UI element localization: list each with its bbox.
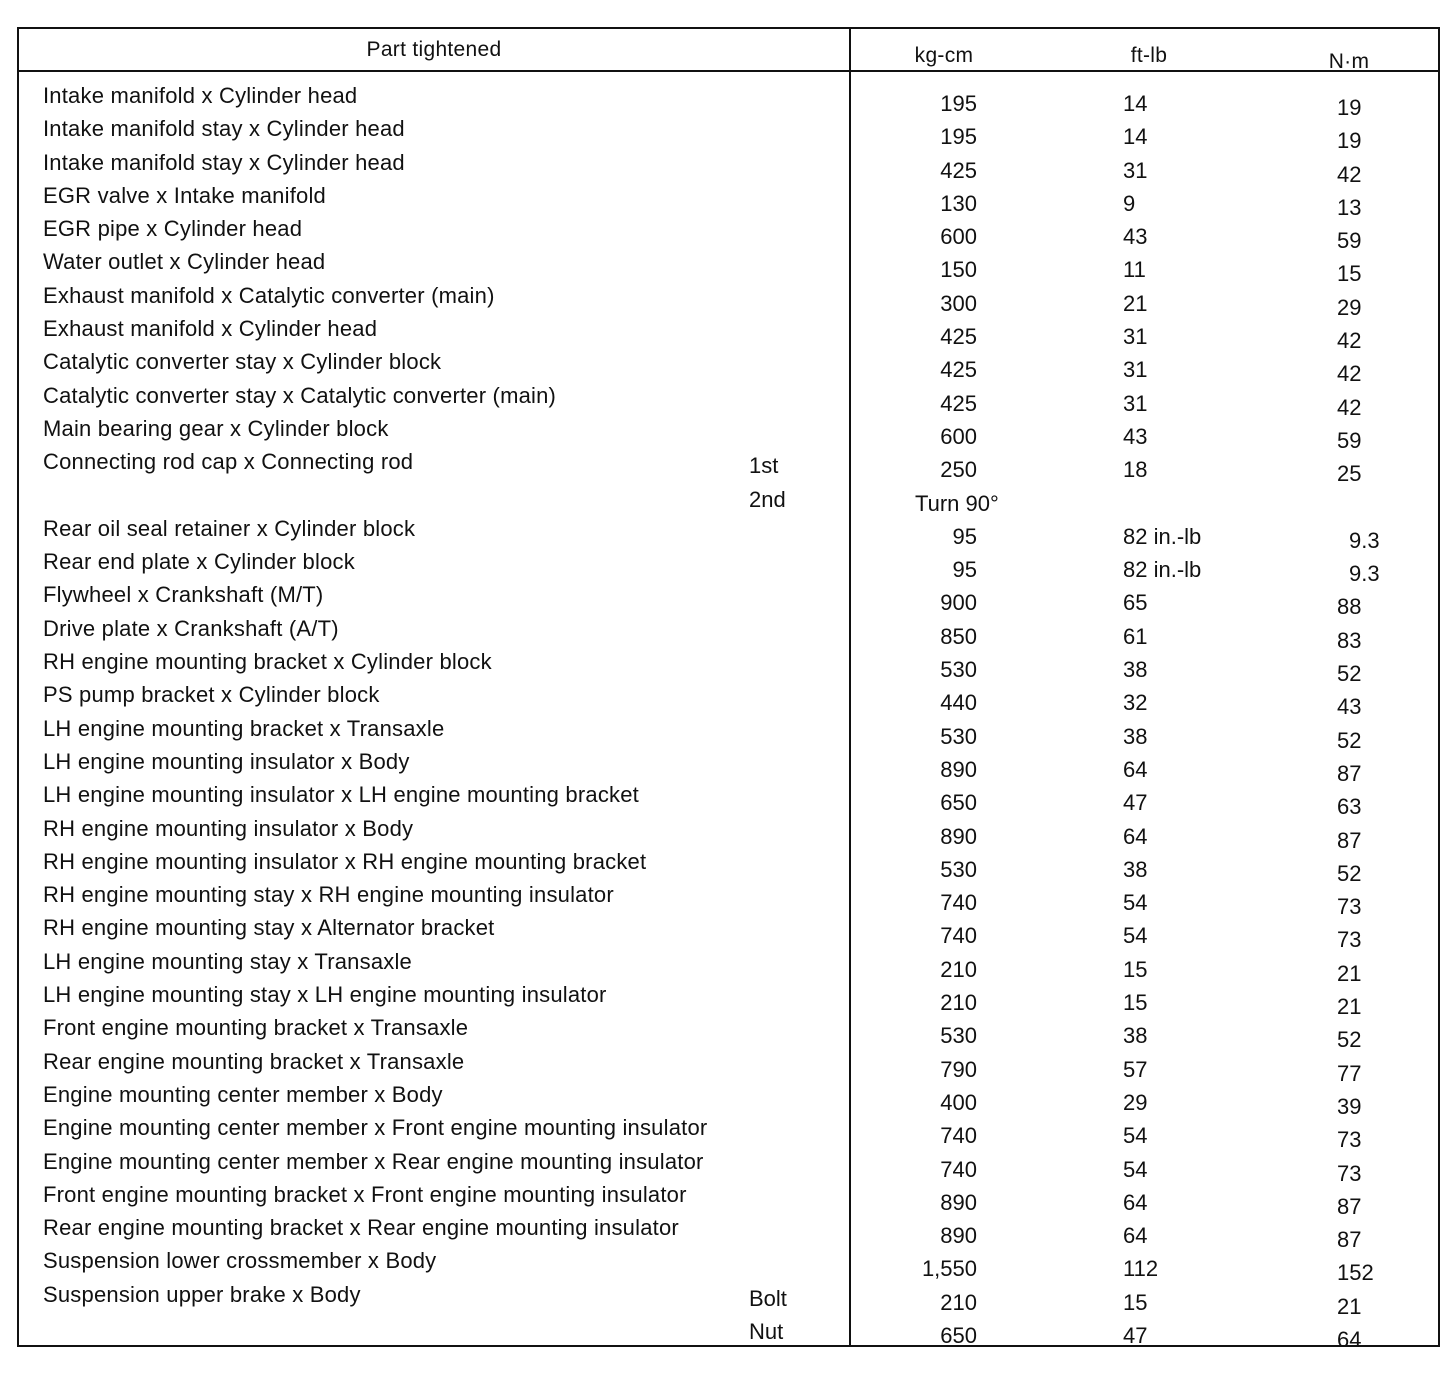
part-cell: EGR valve x Intake manifold [43,182,326,208]
n-m-cell: 29 [1337,294,1362,320]
table-row [19,412,1438,453]
n-m-cell: 25 [1337,461,1362,487]
ft-lb-cell: 64 [1123,1223,1148,1249]
ft-lb-cell: 38 [1123,856,1148,882]
table-row [19,79,1438,120]
ft-lb-cell: 54 [1123,890,1148,916]
ft-lb-cell: 64 [1123,1189,1148,1215]
ft-lb-cell: 31 [1123,357,1148,383]
part-cell: LH engine mounting insulator x Body [43,748,410,774]
n-m-cell: 83 [1337,627,1362,653]
n-m-cell: 77 [1337,1060,1362,1086]
kg-cm-cell: 530 [940,657,977,683]
n-m-cell: 73 [1337,894,1362,920]
part-cell: LH engine mounting insulator x LH engine mounting bracket [43,782,639,808]
ft-lb-cell: 43 [1123,224,1148,250]
table-row [19,479,1438,516]
kg-cm-cell: 740 [940,923,977,949]
kg-cm-cell: 95 [952,557,977,583]
kg-cm-cell: 890 [940,823,977,849]
kg-cm-cell: 650 [940,790,977,816]
ft-lb-cell: 57 [1123,1056,1148,1082]
kg-cm-cell: 210 [940,990,977,1016]
table-row [19,1311,1438,1352]
step-cell: 2nd [749,486,786,512]
table-row [19,379,1438,420]
kg-cm-cell: 440 [940,690,977,716]
kg-cm-cell: 425 [940,157,977,183]
ft-lb-cell: 38 [1123,723,1148,749]
table-row [19,345,1438,387]
kg-cm-cell: 600 [940,224,977,250]
ft-lb-cell: 47 [1123,790,1148,816]
ft-lb-cell: 31 [1123,157,1148,183]
n-m-cell: 88 [1337,594,1362,620]
kg-cm-cell: 890 [940,756,977,782]
n-m-cell: 52 [1337,727,1362,753]
part-cell: Water outlet x Cylinder head [43,249,326,275]
kg-cm-cell: 150 [940,257,977,283]
n-m-cell: 42 [1337,361,1362,387]
kg-cm-cell: 740 [940,1123,977,1149]
step-cell: Bolt [749,1285,787,1311]
table-row [19,645,1438,687]
table-row [19,945,1438,986]
n-m-cell: 152 [1337,1260,1374,1286]
part-cell: EGR pipe x Cylinder head [43,216,303,242]
table-row [19,1111,1438,1153]
ft-lb-cell: 54 [1123,1123,1148,1149]
ft-lb-cell: 82 in.-lb [1123,557,1202,583]
part-cell: Flywheel x Crankshaft (M/T) [43,582,324,608]
table-row [19,845,1438,886]
part-cell: Rear engine mounting bracket x Transaxle [43,1048,465,1074]
table-row [19,245,1438,287]
kg-cm-cell: 425 [940,324,977,350]
n-m-cell: 9.3 [1349,527,1380,553]
kg-cm-cell: 195 [940,91,977,116]
part-cell: LH engine mounting bracket x Transaxle [43,715,445,741]
part-cell: RH engine mounting stay x RH engine mounting insulator [43,882,614,908]
step-cell: 1st [749,453,779,479]
n-m-cell: 9.3 [1349,561,1380,587]
ft-lb-cell: 14 [1123,124,1148,150]
table-row [19,146,1438,187]
table-row [19,878,1438,920]
ft-lb-cell: 64 [1123,823,1148,849]
ft-lb-cell: 112 [1123,1256,1159,1282]
ft-lb-cell: 11 [1123,257,1146,283]
part-cell: Exhaust manifold x Catalytic converter (main) [43,282,495,308]
part-cell: Intake manifold stay x Cylinder head [43,149,405,175]
ft-lb-cell: 54 [1123,1156,1148,1182]
kg-cm-cell: 530 [940,723,977,749]
n-m-cell: 73 [1337,927,1362,953]
part-cell: RH engine mounting insulator x RH engine mounting bracket [43,848,647,874]
kg-cm-cell: 530 [940,856,977,882]
table-row [19,512,1438,553]
n-m-cell: 73 [1337,1160,1362,1186]
n-m-cell: 39 [1337,1093,1362,1119]
n-m-cell: 42 [1337,328,1362,354]
header-kg-cm: kg-cm [914,43,974,67]
ft-lb-cell: 47 [1123,1322,1148,1348]
part-cell: Suspension lower crossmember x Body [43,1248,437,1274]
n-m-cell: 19 [1337,95,1362,120]
ft-lb-cell: 31 [1123,324,1148,350]
n-m-cell: 87 [1337,827,1362,853]
n-m-cell: 42 [1337,161,1362,187]
ft-lb-cell: 38 [1123,657,1148,683]
table-row [19,978,1438,1020]
n-m-cell: 59 [1337,427,1362,453]
kg-cm-cell: 740 [940,1156,977,1182]
kg-cm-cell: 890 [940,1223,977,1249]
table-row [19,212,1438,254]
table-row [19,1011,1438,1053]
part-cell: RH engine mounting insulator x Body [43,815,414,841]
kg-cm-cell: 890 [940,1189,977,1215]
table-row [19,712,1438,753]
table-row [19,745,1438,786]
part-cell: LH engine mounting stay x Transaxle [43,948,412,974]
table-row [19,1244,1438,1286]
n-m-cell: 13 [1337,194,1362,220]
table-row [19,678,1438,720]
ft-lb-cell: 15 [1123,990,1148,1016]
header-divider [19,70,1438,72]
table-row [19,1045,1438,1086]
part-cell: Intake manifold x Cylinder head [43,83,358,108]
part-cell: Engine mounting center member x Rear engine mounting insulator [43,1148,704,1174]
ft-lb-cell: 82 in.-lb [1123,523,1202,549]
n-m-cell: 42 [1337,394,1362,420]
n-m-cell: 73 [1337,1127,1362,1153]
table-row [19,578,1438,620]
kg-cm-cell: 425 [940,357,977,383]
header-n-m: N·m [1328,49,1370,73]
part-cell: Main bearing gear x Cylinder block [43,415,389,441]
table-row [19,1278,1438,1319]
part-cell: Drive plate x Crankshaft (A/T) [43,615,339,641]
table-row [19,179,1438,220]
part-cell: Rear oil seal retainer x Cylinder block [43,515,416,541]
kg-cm-cell: 300 [940,290,977,316]
n-m-cell: 63 [1337,794,1362,820]
ft-lb-cell: 9 [1123,190,1136,216]
kg-cm-cell: 195 [940,124,977,150]
n-m-cell: 21 [1337,1293,1362,1319]
n-m-cell: 52 [1337,661,1362,687]
table-row [19,279,1438,320]
table-row [19,812,1438,853]
ft-lb-cell: 15 [1123,1289,1148,1315]
part-cell: RH engine mounting bracket x Cylinder block [43,649,492,675]
table-row [19,778,1438,820]
kg-cm-cell: 650 [940,1322,977,1348]
part-cell: Rear engine mounting bracket x Rear engine mounting insulator [43,1215,679,1241]
table-row [19,1078,1438,1119]
kg-cm-cell: 210 [940,956,977,982]
table-row [19,612,1438,653]
ft-lb-cell: 18 [1123,457,1148,483]
ft-lb-cell: 31 [1123,390,1148,416]
header-ft-lb: ft-lb [1130,43,1168,67]
kg-cm-cell: 210 [940,1289,977,1315]
ft-lb-cell: 43 [1123,423,1148,449]
kg-cm-cell: Turn 90° [915,490,999,516]
kg-cm-cell: 850 [940,623,977,649]
header-part-tightened: Part tightened [366,37,502,61]
part-cell: Intake manifold stay x Cylinder head [43,116,405,142]
kg-cm-cell: 740 [940,890,977,916]
n-m-cell: 87 [1337,760,1362,786]
n-m-cell: 87 [1337,1227,1362,1253]
kg-cm-cell: 790 [940,1056,977,1082]
ft-lb-cell: 29 [1123,1089,1148,1115]
n-m-cell: 87 [1337,1193,1362,1219]
table-body [19,79,1438,1352]
kg-cm-cell: 130 [940,190,977,216]
step-cell: Nut [749,1318,784,1344]
part-cell: Engine mounting center member x Body [43,1081,443,1107]
part-cell: Rear end plate x Cylinder block [43,549,355,575]
part-cell: Engine mounting center member x Front engine mounting insulator [43,1115,708,1141]
table-row [19,312,1438,354]
table-row [19,1178,1438,1219]
n-m-cell: 15 [1337,261,1362,287]
ft-lb-cell: 64 [1123,756,1148,782]
part-cell: LH engine mounting stay x LH engine mounting insulator [43,982,607,1008]
table-row [19,112,1438,154]
ft-lb-cell: 32 [1123,690,1148,716]
ft-lb-cell: 21 [1123,290,1148,316]
n-m-cell: 21 [1337,960,1362,986]
ft-lb-cell: 38 [1123,1023,1148,1049]
kg-cm-cell: 250 [940,457,977,483]
part-cell: Connecting rod cap x Connecting rod [43,449,414,475]
kg-cm-cell: 530 [940,1023,977,1049]
kg-cm-cell: 600 [940,423,977,449]
ft-lb-cell: 61 [1123,623,1148,649]
kg-cm-cell: 400 [940,1089,977,1115]
part-cell: Exhaust manifold x Cylinder head [43,316,378,342]
ft-lb-cell: 65 [1123,590,1148,616]
n-m-cell: 52 [1337,1027,1362,1053]
kg-cm-cell: 95 [952,523,977,549]
ft-lb-cell: 54 [1123,923,1148,949]
part-cell: Catalytic converter stay x Catalytic converter (main) [43,382,557,408]
table-row [19,1145,1438,1186]
part-cell: Front engine mounting bracket x Front engine mounting insulator [43,1181,687,1207]
ft-lb-cell: 14 [1123,91,1148,116]
kg-cm-cell: 1,550 [921,1256,977,1282]
n-m-cell: 21 [1337,994,1362,1020]
table-row [19,445,1438,487]
part-cell: Suspension upper brake x Body [43,1281,361,1307]
n-m-cell: 64 [1337,1326,1362,1352]
part-cell: PS pump bracket x Cylinder block [43,682,380,708]
n-m-cell: 52 [1337,860,1362,886]
ft-lb-cell: 15 [1123,956,1148,982]
kg-cm-cell: 900 [940,590,977,616]
table-row [19,545,1438,587]
table-row [19,1211,1438,1253]
part-cell: Catalytic converter stay x Cylinder block [43,349,442,375]
table-row [19,911,1438,953]
n-m-cell: 19 [1337,128,1362,154]
kg-cm-cell: 425 [940,390,977,416]
n-m-cell: 43 [1337,694,1362,720]
part-cell: RH engine mounting stay x Alternator bracket [43,915,495,941]
torque-spec-table [17,27,1440,1352]
n-m-cell: 59 [1337,228,1362,254]
part-cell: Front engine mounting bracket x Transaxle [43,1015,469,1041]
